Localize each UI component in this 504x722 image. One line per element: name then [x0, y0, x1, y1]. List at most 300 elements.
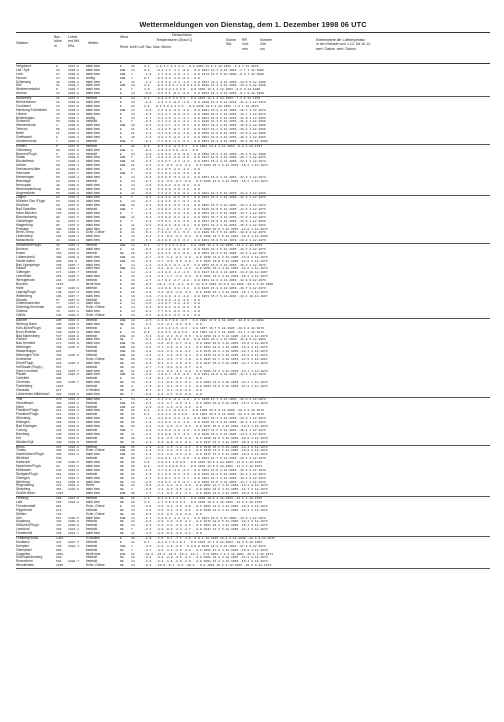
wind-direction: ENE — [120, 448, 126, 453]
station-name: Düsseldorf/Flugh. — [16, 243, 42, 248]
wind-speed: 14 — [131, 107, 135, 112]
wind-speed: 11 — [131, 203, 135, 208]
wind-speed: 14 — [131, 182, 135, 187]
station-name: Augsburg — [16, 519, 31, 524]
air-pressure: 1038.3 — [68, 178, 79, 183]
air-temperature: -1.7 — [144, 115, 152, 120]
weather-condition: stark bew. — [86, 218, 101, 223]
air-temperature: -1.0 — [144, 420, 152, 425]
station-height: 386 — [56, 372, 62, 377]
air-temperature: 1.0 — [144, 460, 150, 465]
station-height: 104 — [56, 234, 62, 239]
weather-condition: stark bew. — [86, 487, 101, 492]
air-temperature: -6.8 — [144, 305, 152, 310]
station-height: 39 — [56, 203, 60, 208]
station-height: 973 — [56, 507, 62, 512]
weather-condition: stark bew. — [86, 64, 101, 68]
air-pressure: 1027.7 — [68, 539, 79, 544]
station-group — [16, 398, 490, 446]
wind-direction: NE — [120, 563, 124, 568]
station-name: Coburg — [16, 427, 27, 432]
row-remainder: -3.4 0.9 -0.4 -0.6 . 0.0 1946 15.2 4.12.1953 -12.8 8.12.1962 — [156, 337, 266, 342]
station-height: 8 — [56, 64, 58, 68]
station-height: 74 — [56, 159, 60, 164]
station-height: 155 — [56, 499, 62, 504]
station-name: Mannheim/Flugh. — [16, 463, 42, 468]
wind-direction: NE — [120, 511, 124, 516]
air-temperature: -4.2 — [144, 555, 152, 560]
row-remainder: -3.0 0.4 -1.7 -2.8 . 0.0 1951 14.7 5.12.1985 -12.1 2.12.1973 — [156, 456, 266, 461]
wind-direction: E — [120, 167, 122, 172]
wind-direction: E — [120, 210, 122, 215]
air-temperature: -2.3 — [144, 523, 152, 528]
air-temperature: 0.2 — [144, 412, 150, 417]
air-temperature: 0.4 — [144, 243, 150, 248]
weather-condition: stark bew. — [86, 195, 101, 200]
row-remainder: -4.1 0.4 -0.4 -1.6 . 0.0 1951 16.0 4.12.1953 -16.2 1.12.1973 — [156, 262, 266, 267]
row-remainder: -0.7 0.7 0.1 0.7 . 0.0 1947 17.2 5.12.1953 -10.9 9.12.1952 — [156, 539, 263, 544]
wind-speed: 22 — [131, 452, 135, 457]
weather-condition: stark bew. — [86, 190, 101, 195]
weather-condition: stark bew. — [86, 87, 101, 92]
wind-speed: 29 — [131, 448, 135, 453]
row-remainder: -1.8 1.1 -0.5 -0.5 . 0.0 1951 16.4 4.12.1953 -12.3 2.12.1973 — [156, 195, 266, 200]
air-pressure: 1039.9 — [68, 313, 79, 318]
wind-speed: 25 — [131, 416, 135, 421]
wind-direction: E — [120, 103, 122, 108]
weather-condition: bedeckt — [86, 543, 98, 548]
wind-speed: 18 — [131, 321, 135, 326]
row-remainder: -8.5 0.3 -6.6 -6.8 . 0.0 — [156, 305, 200, 310]
wind-speed: 14 — [131, 83, 135, 88]
air-pressure: 1031.7 — [68, 471, 79, 476]
station-name: Potsdam — [16, 226, 30, 231]
wind-speed: 14 — [131, 301, 135, 306]
station-name: Weiden/Opf. — [16, 439, 35, 444]
station-name: Klippeneck — [16, 507, 33, 512]
wind-direction: E — [120, 305, 122, 310]
station-height: 26 — [56, 67, 60, 72]
wind-direction: ENE — [120, 444, 126, 449]
row-remainder: -3.6 -1.6 -2.9 -2.9 . 0.0 — [156, 404, 202, 409]
wind-direction: E — [120, 222, 122, 227]
weather-condition: stark bew. — [86, 341, 101, 346]
wind-direction: NE — [120, 531, 124, 536]
air-pressure: 1033.6 — [68, 431, 79, 436]
air-temperature: -5.1 — [144, 230, 152, 235]
station-height: 396 — [56, 448, 62, 453]
air-pressure: 1039.5 — [68, 123, 79, 128]
station-name: Schmücke — [16, 356, 32, 361]
air-pressure: 1035.7 — [68, 274, 79, 279]
row-remainder: -4.0 -0.3 -2.7 -3.2 . 0.0 1951 16.5 4.12.1953 -13.6 1.12.1973 — [156, 341, 268, 346]
air-pressure: 1039.3 — [68, 127, 79, 132]
air-pressure: 1033.9 — [68, 424, 79, 429]
wind-direction: E — [120, 309, 122, 314]
weather-condition: bedeckt — [86, 349, 98, 354]
wind-speed: 25 — [131, 467, 135, 472]
station-height: 801 — [56, 503, 62, 508]
air-pressure: 1038.7 — [68, 115, 79, 120]
wind-speed: 22 — [131, 420, 135, 425]
wind-direction: NE — [120, 416, 124, 421]
air-temperature: -0.8 — [144, 151, 152, 156]
air-temperature: -3.2 — [144, 341, 152, 346]
weather-condition: stark bew. — [86, 238, 101, 243]
row-remainder: -3.6 -1.7 -2.3 -3.1 . 0.0 1951 16.0 5.12.1953 -15.5 2.12.1973 — [156, 400, 268, 405]
air-pressure: 1031.2 — [68, 448, 79, 453]
station-height: 453 — [56, 353, 62, 358]
air-temperature: -1.9 — [144, 444, 152, 449]
air-pressure: 1037.4 — [68, 301, 79, 306]
air-pressure: 1038.2 — [68, 67, 79, 72]
air-pressure: 1034.0 — [68, 333, 79, 338]
station-height: 48 — [56, 230, 60, 235]
weather-condition: stark bew. — [86, 83, 101, 88]
wind-direction: E — [120, 230, 122, 235]
station-group — [16, 537, 490, 569]
row-remainder: -1.9 1.9 -1.6 -0.8 . 0.0 1890 15.4 4.12.1953 -15.4 5.12.1980 — [156, 151, 266, 156]
air-pressure: 1038.1 — [68, 238, 79, 243]
air-temperature: -4.0 — [144, 543, 152, 548]
wind-speed: 18 — [131, 456, 135, 461]
station-group — [16, 97, 490, 145]
wind-direction: E — [120, 329, 122, 334]
row-remainder: -4.1 -1.8 -3.4 -4.4 . 0.0 1978 11.8 5.12.1978 -15.8 1.12.1973 — [156, 353, 268, 358]
wind-speed: 18 — [131, 123, 135, 128]
wind-direction: ENE — [120, 123, 126, 128]
station-group — [16, 446, 490, 498]
weather-condition: stark bew. — [86, 274, 101, 279]
air-temperature: -2.8 — [144, 427, 152, 432]
wind-speed: 22 — [131, 519, 135, 524]
air-temperature: -3.8 — [144, 511, 152, 516]
air-pressure: 1038.8 — [68, 167, 79, 172]
air-pressure: 1038.4 — [68, 174, 79, 179]
row-remainder: -2.5 0.8 -1.8 -1.8 . 0.0 1951 16.7 5.12.1985 -13.7 1.12.1973 — [156, 210, 266, 215]
station-name: Hann.Münden — [16, 210, 37, 215]
station-height: 367 — [56, 444, 62, 449]
wind-speed: 14 — [131, 151, 135, 156]
station-name: Barth — [16, 131, 24, 136]
wind-speed: 14 — [131, 167, 135, 172]
air-temperature: -4.0 — [144, 297, 152, 302]
station-height: 269 — [56, 496, 62, 501]
wind-direction: E — [120, 313, 122, 318]
wind-direction: NE — [120, 384, 124, 389]
station-height: 205 — [56, 318, 62, 322]
weather-condition: stark bew. — [86, 123, 101, 128]
row-remainder: -2.3 2.7 -0.8 -0.3 . 0.0 1890 15.3 4.12.1953 -13.7 1.12.1973 — [156, 111, 266, 116]
row-remainder: -3.1 2.5 -1.4 -1.7 . 0.0 1951 13.9 5.12.1978 -11.0 1.12.1969 — [156, 115, 266, 120]
wind-speed: 11 — [131, 238, 135, 243]
wind-speed: 22 — [131, 364, 135, 369]
air-pressure: 1034.6 — [68, 246, 79, 251]
air-temperature: -5.9 — [144, 174, 152, 179]
wind-speed: 11 — [131, 79, 135, 84]
weather-condition: stark bew. — [86, 463, 101, 468]
station-name: Hof/Saale (Flugh.) — [16, 364, 43, 369]
station-name: Berlin-Temp. — [16, 230, 35, 235]
row-remainder: -3.5 3.1 -0.9 -0.9 . 0.0 1951 12.1 4.12.1953 -8.7 9.12.1969 — [156, 91, 264, 96]
row-remainder: -6.1 0.5 -2.3 -4.4 . 0.0 — [156, 167, 200, 172]
wind-speed: 14 — [131, 309, 135, 314]
station-name: List / Sylt — [16, 67, 30, 72]
air-pressure: 1028.4 — [68, 543, 79, 548]
station-height: 31 — [56, 83, 60, 88]
air-temperature: 1.0 — [144, 83, 150, 88]
wind-direction: ENE — [120, 159, 126, 164]
wind-speed: 50 — [131, 281, 135, 286]
air-pressure: 1033.7 — [68, 325, 79, 330]
wind-speed: 14 — [131, 278, 135, 283]
air-pressure: 1038.4 — [68, 163, 79, 168]
air-pressure: 1040.0 — [68, 138, 79, 143]
station-table — [16, 65, 490, 569]
row-remainder: -0.5 3.3 -1.8 -0.5 . 0.0 — [156, 75, 200, 80]
wind-direction: NE — [120, 559, 124, 564]
wind-direction: E — [120, 285, 122, 290]
station-name: Gera-Leumnitz — [16, 368, 38, 373]
wind-direction: NNE — [120, 349, 126, 354]
wind-direction: ENE — [120, 207, 126, 212]
wind-direction: E — [120, 199, 122, 204]
row-remainder: -2.3 1.8 -0.4 -1.0 . 0.1 1948 17.7 4.12.1953 -12.9 2.12.1973 — [156, 396, 266, 401]
row-remainder: -3.4 -1.8 -2.8 -2.9 . 0.0 1951 14.4 4.12.1953 -15.4 3.12.1973 — [156, 559, 268, 564]
air-pressure: 1035.8 — [68, 345, 79, 350]
row-remainder: -7.3 0.0 -5.1 -5.3 . 0.0 1929 15.7 5.12.1951 -18.8 9.12.1879 — [156, 230, 266, 235]
air-temperature: -8.8 — [144, 535, 152, 540]
air-pressure: 1036.5 — [68, 278, 79, 283]
air-pressure: 1035.7 — [68, 262, 79, 267]
wind-direction: E — [120, 274, 122, 279]
wind-speed: 11 — [131, 483, 135, 488]
station-height: 547 — [56, 333, 62, 338]
wind-speed: 14 — [131, 297, 135, 302]
station-height: 462 — [56, 519, 62, 524]
wind-speed: 14 — [131, 270, 135, 275]
wind-direction: NE — [120, 412, 124, 417]
air-pressure: 1037.4 — [68, 309, 79, 314]
row-remainder: 0.3 2.8 2.4 1.5 . 0.0 1948 13.5 4.12.1953 -7.2 1.12.1973 — [156, 103, 259, 108]
weather-condition: Schn.-Griese — [86, 313, 105, 318]
weather-condition: stark bew. — [86, 262, 101, 267]
air-temperature: 0.7 — [144, 539, 150, 544]
air-pressure: 1037.8 — [68, 147, 79, 152]
weather-condition: bedeckt — [86, 496, 98, 501]
air-temperature: -2.7 — [144, 456, 152, 461]
wind-speed: 14 — [131, 479, 135, 484]
weather-condition: stark bew. — [86, 111, 101, 116]
wind-speed: 25 — [131, 64, 135, 68]
row-remainder: -6.5 0.3 -5.4 -6.3 . 0.0 1951 15.0 4.12.1953 -17.2 1.12.1973 — [156, 174, 266, 179]
station-height: 48 — [56, 79, 60, 84]
air-pressure: 1031.4 — [68, 527, 79, 532]
weather-condition: in Wolken — [86, 388, 100, 393]
weather-condition: stark bew. — [86, 396, 101, 401]
air-temperature: -4.3 — [144, 274, 152, 279]
row-remainder: -9.2 -3.6 -8.7 -8.9 . 0.0 1956 12.8 4.12.1953 -15.2 1.12.1973 — [156, 178, 268, 183]
air-temperature: 0.5 — [144, 143, 150, 148]
weather-condition: stark bew. — [86, 475, 101, 480]
row-remainder: -6.9 -2.0 -4.9 -5.0 . 0.0 1929 13.0 4.12.1953 -19.8 1.12.1973 — [156, 435, 268, 440]
wind-speed: 11 — [131, 368, 135, 373]
air-pressure: 1032.5 — [68, 479, 79, 484]
air-temperature: -3.1 — [144, 431, 152, 436]
row-remainder: -5.1 0.2 -3.0 -3.0 . 0.0 — [156, 171, 200, 176]
air-pressure: 1034.9 — [68, 435, 79, 440]
station-name: Feldberg/Schw. — [16, 535, 39, 540]
air-temperature: -1.7 — [144, 475, 152, 480]
station-name: Teterow — [16, 127, 28, 132]
air-pressure: 1037.0 — [68, 143, 79, 148]
station-name: Freiburg — [16, 496, 29, 501]
air-temperature: -0.4 — [144, 396, 152, 401]
wind-direction: E — [120, 190, 122, 195]
row-remainder: -8.2 -7.1 -5.0 -7.8 . 0.0 — [156, 376, 202, 381]
station-name: Leck — [16, 71, 23, 76]
wind-direction: NE — [120, 337, 124, 342]
row-remainder: -3.7 1.2 -0.3 -2.4 . 0.1 1948 14.1 5.12.1953 -11.6 1.12.1969 — [156, 119, 266, 124]
air-pressure: 1037.7 — [68, 171, 79, 176]
row-remainder: -3.3 0.3 -1.5 -2.1 . 0.0 1951 13.5 4.12.1953 -13.8 2.12.1973 — [156, 515, 266, 520]
page-title: Wettermeldungen von Dienstag, dem 1. Dezember 1998 06 UTC — [139, 20, 367, 29]
row-remainder: -7.4 -6.5 -6.1 -7.4 . 2.8 1982 11.8 4.12.1953 -15.0 1.12.1973 — [156, 491, 268, 496]
weather-condition: stark bew. — [86, 254, 101, 259]
station-height: 148 — [56, 289, 62, 294]
air-pressure: 1036.2 — [68, 210, 79, 215]
station-height: 921 — [56, 349, 62, 354]
air-pressure: 1035.4 — [68, 243, 79, 248]
station-height: 239 — [56, 313, 62, 318]
station-name: Seehausen/Altm. — [16, 167, 42, 172]
weather-column-header: Wetter — [88, 41, 99, 45]
wind-speed: 14 — [131, 111, 135, 116]
wind-speed: 14 — [131, 563, 135, 568]
air-pressure: 1031.7 — [68, 531, 79, 536]
weather-condition: stark bew. — [86, 127, 101, 132]
air-temperature: -0.6 — [144, 123, 152, 128]
air-pressure: 1037.2 — [68, 218, 79, 223]
station-height: 839 — [56, 258, 62, 263]
weather-condition: stark bew. — [86, 424, 101, 429]
air-pressure: 1033.9 — [68, 337, 79, 342]
wind-direction: E — [120, 218, 122, 223]
pressure-column-header: Luftdr. red.NN hPa — [68, 35, 80, 48]
station-height: 4 — [56, 123, 58, 128]
air-temperature: -0.7 — [144, 199, 152, 204]
station-height: 351 — [56, 487, 62, 492]
air-pressure: 1038.4 — [68, 107, 79, 112]
air-pressure: 1034.5 — [68, 321, 79, 326]
station-name: Gardelegen — [16, 218, 34, 223]
wind-direction: ENE — [120, 67, 126, 72]
wind-direction: E — [120, 127, 122, 132]
weather-condition: stark bew. — [86, 309, 101, 314]
weather-condition: stark bew. — [86, 135, 101, 140]
air-pressure: 1038.8 — [68, 75, 79, 80]
wind-speed: 7 — [131, 543, 133, 548]
air-pressure: 1037.3 — [68, 289, 79, 294]
station-height: 22 — [56, 195, 60, 200]
station-height: 320 — [56, 391, 62, 396]
wind-speed: 14 — [131, 199, 135, 204]
station-name: Leipzig/Flugh. — [16, 289, 37, 294]
weather-condition: stark bew. — [86, 199, 101, 204]
station-name: Regensburg — [16, 483, 34, 488]
station-height: 806 — [56, 547, 62, 552]
row-remainder: -6.2 -0.3 -4.1 -4.6 . 0.0 1951 14.3 4.12.1953 -13.7 1.12.1973 — [156, 368, 268, 373]
station-height: 100 — [56, 325, 62, 330]
weather-condition: stark bew. — [86, 71, 101, 76]
wind-direction: E — [120, 151, 122, 156]
wind-direction: ENE — [120, 341, 126, 346]
air-pressure: 1037.7 — [68, 293, 79, 298]
wind-speed: 29 — [131, 250, 135, 255]
wind-direction: E — [120, 246, 122, 251]
air-temperature: -1.6 — [144, 135, 152, 140]
air-temperature: -3.0 — [144, 285, 152, 290]
station-height: 23 — [56, 167, 60, 172]
wind-direction: E — [120, 396, 122, 401]
air-temperature: 0.2 — [144, 67, 150, 72]
row-remainder: -6.7 -3.5 -5.6 -6.0 . 0.0 1951 13.9 5.12.1985 -14.8 1.12.1973 — [156, 258, 268, 263]
row-remainder: -1.7 3.9 3.6 3.4 . 0.0 1951 16.5 4.12.1953 -11.5 3.12.1973 — [156, 499, 263, 504]
station-name: Boltenhagen — [16, 115, 35, 120]
weather-condition: bedeckt — [86, 285, 98, 290]
row-remainder: -0.9 3.0 2.8 1.0 . 0.0 1951 12.1 4.12.1953 -9.6 8.12.1980 — [156, 87, 261, 92]
wind-speed: 14 — [131, 559, 135, 564]
air-pressure: 1030.5 — [68, 460, 79, 465]
wind-direction: NE — [120, 364, 124, 369]
row-remainder: -4.7 0.0 -1.0 -1.1 . 0.0 1951 14.8 4.12.1953 -11.8 2.12.1973 — [156, 467, 266, 472]
station-height: 1153 — [56, 281, 64, 286]
station-name: Halle — [16, 285, 24, 290]
row-remainder: -4.5 0.0 -3.2 -3.2 . 0.0 1951 15.7 4.12.1953 -17.0 1.12.1973 — [156, 214, 266, 219]
wind-speed: 7 — [131, 207, 133, 212]
row-remainder: -1.0 -1.8 -2.5 . 0.0 0.8 1970 16.2 4.12.1953 -27.2 3.12.1973 — [156, 543, 266, 548]
wind-speed: 25 — [131, 511, 135, 516]
air-temperature: -0.3 — [144, 111, 152, 116]
weather-condition: stark bew. — [86, 301, 101, 306]
station-name: Husum — [16, 75, 27, 80]
wind-direction: ENE — [120, 155, 126, 160]
station-name: Dessau — [16, 297, 28, 302]
wind-speed: 11 — [131, 376, 135, 381]
air-pressure: 1030.5 — [68, 515, 79, 520]
wind-speed: 22 — [131, 551, 135, 556]
station-height: 234 — [56, 278, 62, 283]
wind-direction: E — [120, 234, 122, 239]
air-pressure: 1035.7 — [68, 368, 79, 373]
weather-condition: Schn.-Griese — [86, 230, 105, 235]
row-remainder: -4.8 0.7 -3.5 -3.8 . 0.0 1951 14.8 4.12.1953 -17.6 1.12.1973 — [156, 372, 266, 377]
wind-speed: 18 — [131, 353, 135, 358]
weather-condition: Schn.-Griese — [86, 563, 105, 568]
air-pressure: 1037.9 — [68, 151, 79, 156]
weather-condition: bedeckt — [86, 345, 98, 350]
wind-speed: 4 — [131, 384, 133, 389]
station-height: 311 — [56, 368, 62, 373]
weather-condition: stark bew. — [86, 491, 101, 496]
air-pressure: 1039.3 — [68, 131, 79, 136]
wind-direction: NE — [120, 356, 124, 361]
wind-speed: 18 — [131, 424, 135, 429]
station-name: Lübeck — [16, 111, 27, 116]
air-pressure: 1036.4 — [68, 195, 79, 200]
row-remainder: -7.5 -5.7 -7.1 -7.9 -9 0.1 25 1945 12.2 5.12.1948 -22.9 8.12.1945 — [156, 535, 275, 540]
station-group — [16, 244, 490, 319]
